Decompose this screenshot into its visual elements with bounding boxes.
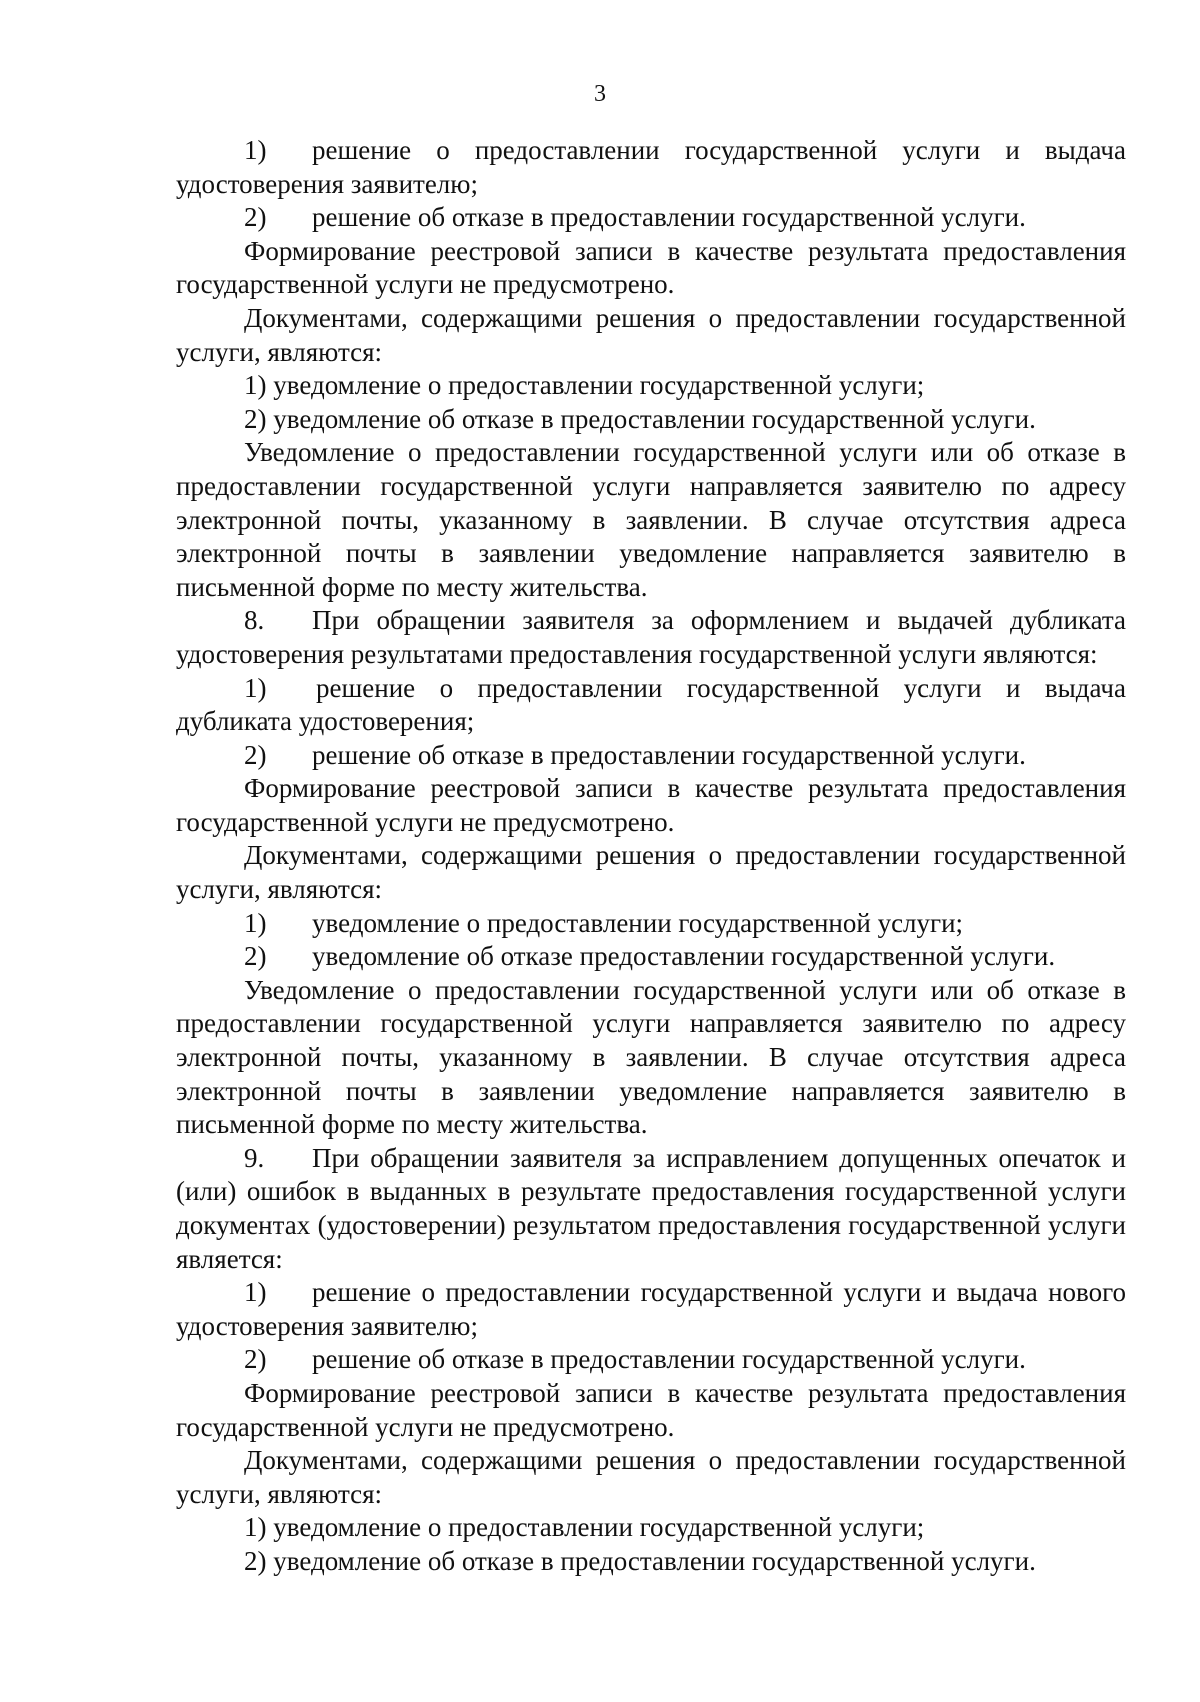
section-number: 9. — [244, 1142, 265, 1173]
paragraph — [176, 1511, 1126, 1545]
paragraph — [176, 1343, 1126, 1377]
paragraph — [176, 1545, 1126, 1579]
paragraph-text: Формирование реестровой записи в качестве результата предоставления государственной услуги не предусмотрено. — [176, 1377, 1126, 1442]
paragraph-text: Уведомление о предоставлении государственной услуги или об отказе в предоставлении государственной услуги направляется заявителю по адресу электронной почты, указанному в заявлении. В случае отсутствия адреса электронной почты в заявлении уведомление направляется заявителю в письменной форме по месту жительства. — [176, 974, 1126, 1140]
paragraph-text: решение об отказе в предоставлении государственной услуги. — [312, 1344, 1026, 1375]
paragraph-text: Документами, содержащими решения о предоставлении государственной услуги, являются: — [176, 302, 1126, 367]
paragraph — [176, 302, 1126, 369]
paragraph-text: решение о предоставлении государственной услуги и выдача дубликата удостоверения; — [176, 672, 1126, 737]
list-number: 1) — [244, 135, 267, 165]
paragraph — [176, 772, 1126, 839]
paragraph-text: Документами, содержащими решения о предоставлении государственной услуги, являются: — [176, 1445, 1126, 1509]
paragraph — [176, 1444, 1126, 1511]
paragraph — [176, 672, 1126, 739]
list-number: 1) — [244, 672, 267, 703]
paragraph — [176, 1142, 1126, 1276]
list-number: 1) — [244, 1277, 267, 1308]
list-number: 2) — [244, 202, 267, 233]
paragraph — [176, 403, 1126, 437]
paragraph — [176, 974, 1126, 1142]
paragraph — [176, 604, 1126, 671]
paragraph — [176, 907, 1126, 941]
paragraph-text: При обращении заявителя за оформлением и выдачей дубликата удостоверения результатами предоставления государственной услуги являются: — [176, 605, 1126, 669]
paragraph — [176, 1377, 1126, 1444]
document-body — [176, 134, 1126, 1579]
list-number: 1) — [244, 907, 267, 938]
paragraph-text: Формирование реестровой записи в качестве результата предоставления государственной услуги не предусмотрено. — [176, 235, 1126, 300]
page-number: 3 — [594, 81, 606, 107]
paragraph-text: решение об отказе в предоставлении государственной услуги. — [312, 202, 1026, 233]
list-number: 2) — [244, 1344, 267, 1375]
paragraph-text: 1) уведомление о предоставлении государственной услуги; — [244, 370, 925, 401]
paragraph — [176, 235, 1126, 302]
paragraph — [176, 369, 1126, 403]
paragraph — [176, 739, 1126, 773]
paragraph-text: уведомление о предоставлении государственной услуги; — [312, 907, 964, 938]
paragraph-text: решение об отказе в предоставлении государственной услуги. — [312, 739, 1026, 770]
paragraph — [176, 839, 1126, 906]
paragraph-text: решение о предоставлении государственной услуги и выдача нового удостоверения заявителю; — [176, 1277, 1126, 1341]
list-number: 2) — [244, 941, 267, 972]
paragraph-text: 1) уведомление о предоставлении государственной услуги; — [244, 1512, 925, 1543]
paragraph-text: 2) уведомление об отказе в предоставлении государственной услуги. — [244, 403, 1036, 434]
paragraph-text: Формирование реестровой записи в качестве результата предоставления государственной услуги не предусмотрено. — [176, 773, 1126, 837]
paragraph — [176, 436, 1126, 604]
paragraph-text: решение о предоставлении государственной услуги и выдача удостоверения заявителю; — [176, 135, 1126, 199]
paragraph-text: Уведомление о предоставлении государственной услуги или об отказе в предоставлении государственной услуги направляется заявителю по адресу электронной почты, указанному в заявлении. В случае отсутствия адреса электронной почты в заявлении уведомление направляется заявителю в письменной форме по месту жительства. — [176, 437, 1126, 602]
paragraph — [176, 201, 1126, 235]
list-number: 2) — [244, 739, 267, 770]
paragraph-text: Документами, содержащими решения о предоставлении государственной услуги, являются: — [176, 840, 1126, 905]
paragraph-text: 2) уведомление об отказе в предоставлении государственной услуги. — [244, 1545, 1036, 1576]
section-number: 8. — [244, 605, 265, 636]
paragraph — [176, 1276, 1126, 1343]
paragraph — [176, 940, 1126, 974]
paragraph-text: При обращении заявителя за исправлением допущенных опечаток и (или) ошибок в выданных в результате предоставления государственной услуги документах (удостоверении) результатом предоставления государственной услуги является: — [176, 1142, 1126, 1274]
paragraph-text: уведомление об отказе предоставлении государственной услуги. — [312, 941, 1056, 972]
paragraph — [176, 134, 1126, 201]
